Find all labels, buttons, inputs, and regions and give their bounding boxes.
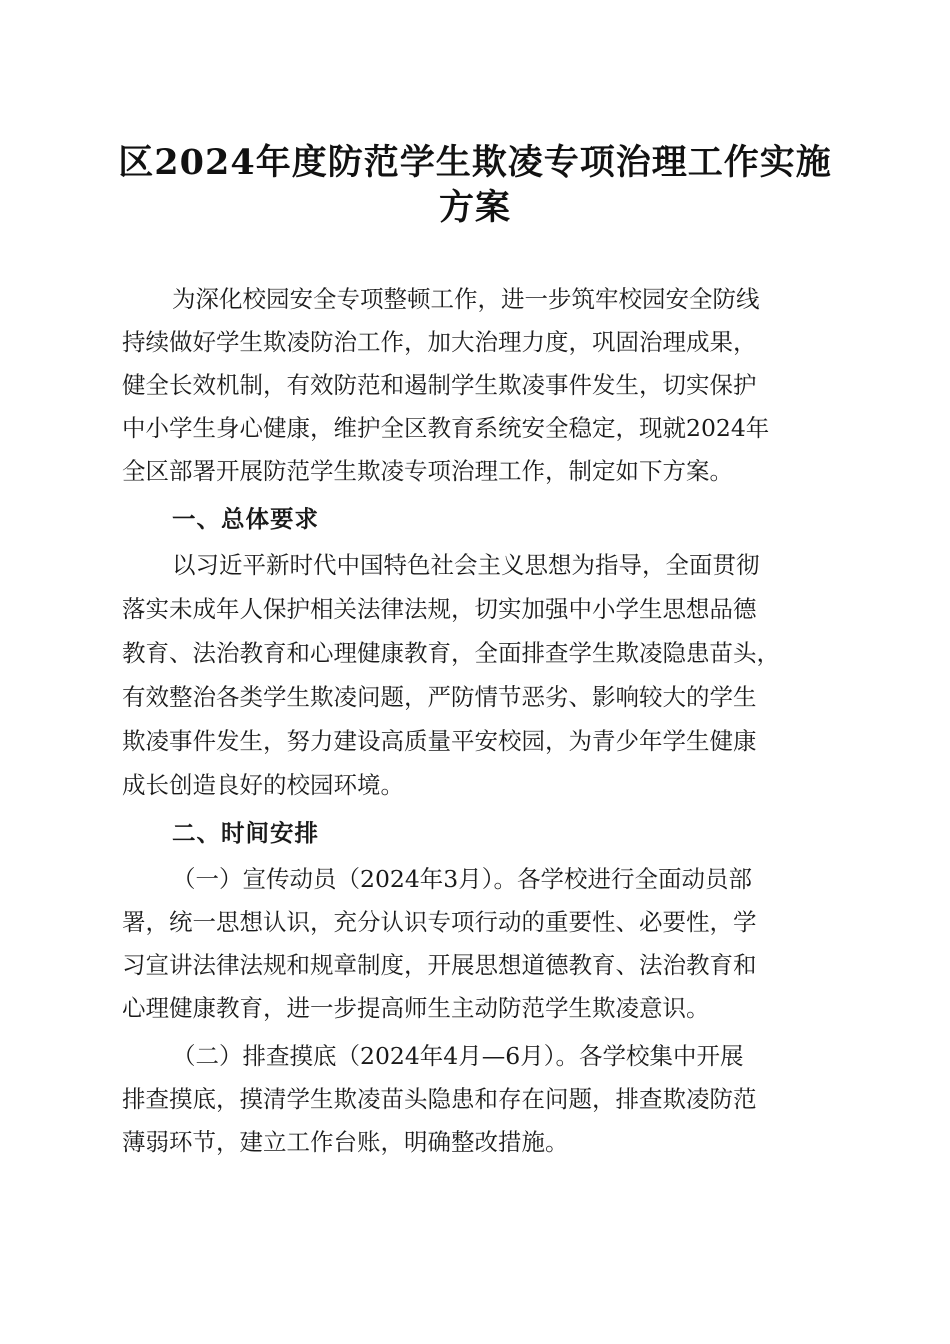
section1-line: 落实未成年人保护相关法律法规，切实加强中小学生思想品德 [122,595,757,623]
schedule-item1-line: 心理健康教育，进一步提高师生主动防范学生欺凌意识。 [122,994,710,1022]
section1-line: 成长创造良好的校园环境。 [122,771,404,799]
schedule-item1-line: 署，统一思想认识，充分认识专项行动的重要性、必要性，学 [122,908,757,936]
section1-line: 以习近平新时代中国特色社会主义思想为指导，全面贯彻 [172,551,760,579]
section-heading-general-requirements: 一、总体要求 [172,505,319,533]
section-heading-schedule: 二、时间安排 [172,819,319,847]
intro-line: 中小学生身心健康，维护全区教育系统安全稳定，现就2024年 [122,414,770,442]
section1-line: 教育、法治教育和心理健康教育，全面排查学生欺凌隐患苗头， [122,639,780,667]
schedule-item1-line: 习宣讲法律法规和规章制度，开展思想道德教育、法治教育和 [122,951,757,979]
document-title: 区2024年度防范学生欺凌专项治理工作实施 [118,142,832,183]
schedule-item2-line: 薄弱环节，建立工作台账，明确整改措施。 [122,1128,569,1156]
intro-line: 持续做好学生欺凌防治工作，加大治理力度，巩固治理成果， [122,328,757,356]
schedule-item1-line: （一）宣传动员（2024年3月）。各学校进行全面动员部 [172,865,753,893]
schedule-item2-line: （二）排查摸底（2024年4月—6月）。各学校集中开展 [172,1042,744,1070]
schedule-item2-line: 排查摸底，摸清学生欺凌苗头隐患和存在问题，排查欺凌防范 [122,1085,757,1113]
intro-line: 全区部署开展防范学生欺凌专项治理工作，制定如下方案。 [122,457,733,485]
intro-line: 健全长效机制，有效防范和遏制学生欺凌事件发生，切实保护 [122,371,757,399]
document-title-continued: 方案 [438,187,511,228]
section1-line: 有效整治各类学生欺凌问题，严防情节恶劣、影响较大的学生 [122,683,757,711]
intro-line: 为深化校园安全专项整顿工作，进一步筑牢校园安全防线 [172,285,760,313]
section1-line: 欺凌事件发生，努力建设高质量平安校园，为青少年学生健康 [122,727,757,755]
